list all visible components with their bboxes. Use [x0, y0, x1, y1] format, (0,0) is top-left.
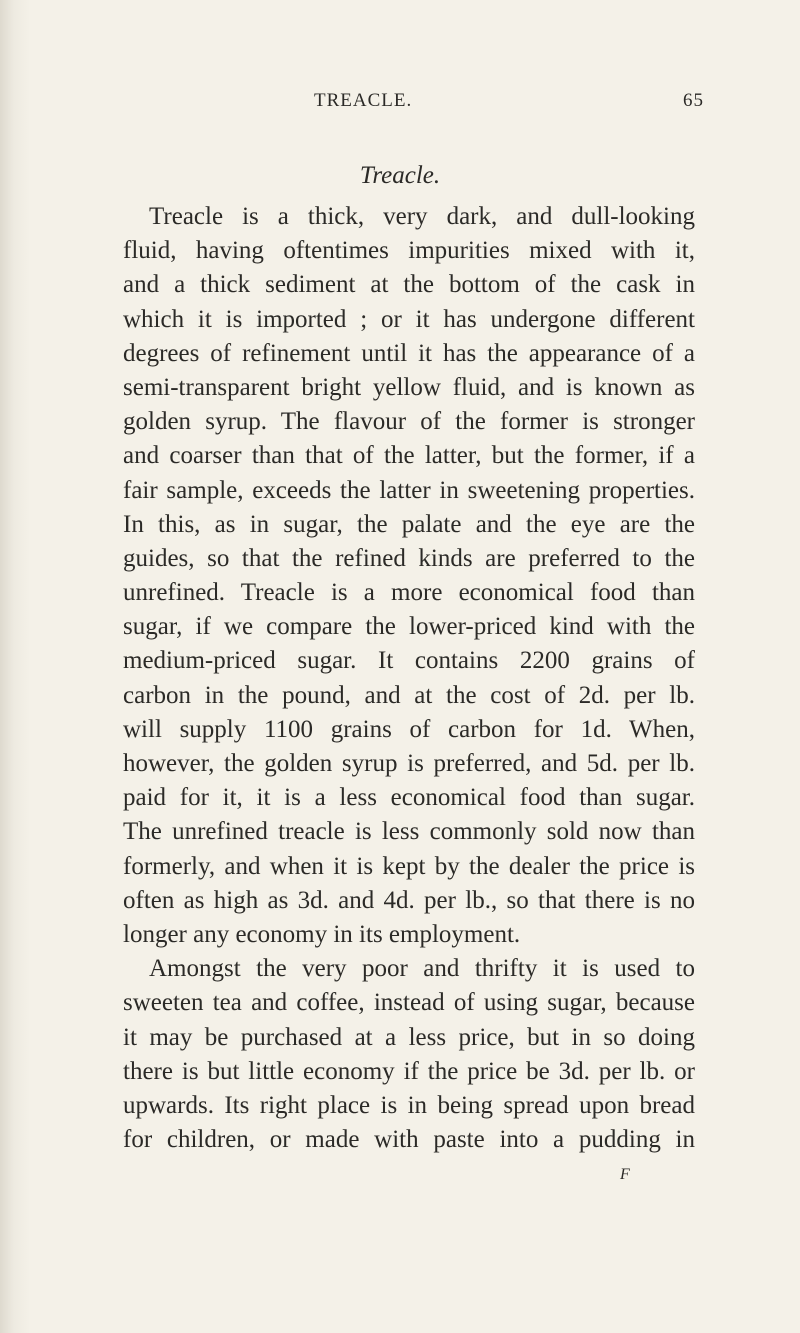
text-line: for children, or made with paste into a pudding in: [123, 1126, 695, 1154]
section-title: Treacle.: [359, 162, 441, 189]
text-line: and a thick sediment at the bottom of the cask in: [123, 271, 695, 299]
text-line: sugar, if we compare the lower-priced kind with the: [123, 613, 695, 641]
text-line: golden syrup. The flavour of the former is stronger: [123, 408, 695, 436]
text-line: carbon in the pound, and at the cost of 2d. per lb.: [123, 681, 695, 709]
body-text: [123, 200, 695, 1157]
text-line: sweeten tea and coffee, instead of using sugar, because: [123, 989, 695, 1017]
text-line: unrefined. Treacle is a more economical food than: [123, 579, 695, 607]
text-line: semi-transparent bright yellow fluid, and is known as: [123, 373, 695, 401]
text-line: Treacle is a thick, very dark, and dull-looking: [149, 203, 695, 230]
text-line: formerly, and when it is kept by the dealer the price is: [123, 852, 695, 880]
text-line: degrees of refinement until it has the appearance of a: [123, 339, 695, 367]
text-line: there is but little economy if the price be 3d. per lb. or: [123, 1057, 695, 1085]
text-line: The unrefined treacle is less commonly sold now than: [123, 818, 695, 846]
page-number: 65: [683, 90, 704, 111]
text-line: paid for it, it is a less economical food than sugar.: [123, 784, 695, 812]
text-line: and coarser than that of the latter, but the former, if a: [123, 442, 695, 470]
running-title: TREACLE.: [314, 90, 413, 111]
text-line: Amongst the very poor and thrifty it is used to: [149, 955, 695, 983]
text-line: fair sample, exceeds the latter in sweetening properties.: [123, 476, 695, 504]
running-head: [0, 90, 800, 120]
text-line: however, the golden syrup is preferred, and 5d. per lb.: [123, 750, 695, 777]
text-line: often as high as 3d. and 4d. per lb., so that there is no: [123, 886, 695, 914]
signature-mark: F: [620, 1166, 630, 1183]
text-line: will supply 1100 grains of carbon for 1d. When,: [123, 715, 695, 743]
text-line: medium-priced sugar. It contains 2200 grains of: [123, 647, 695, 675]
text-line: longer any economy in its employment.: [123, 920, 521, 948]
text-line: which it is imported ; or it has undergone different: [123, 305, 695, 333]
text-line: In this, as in sugar, the palate and the eye are the: [123, 510, 695, 538]
text-line: guides, so that the refined kinds are preferred to the: [123, 544, 695, 572]
text-line: fluid, having oftentimes impurities mixed with it,: [123, 237, 695, 265]
text-line: it may be purchased at a less price, but in so doing: [123, 1023, 695, 1051]
text-line: upwards. Its right place is in being spread upon bread: [123, 1091, 695, 1119]
